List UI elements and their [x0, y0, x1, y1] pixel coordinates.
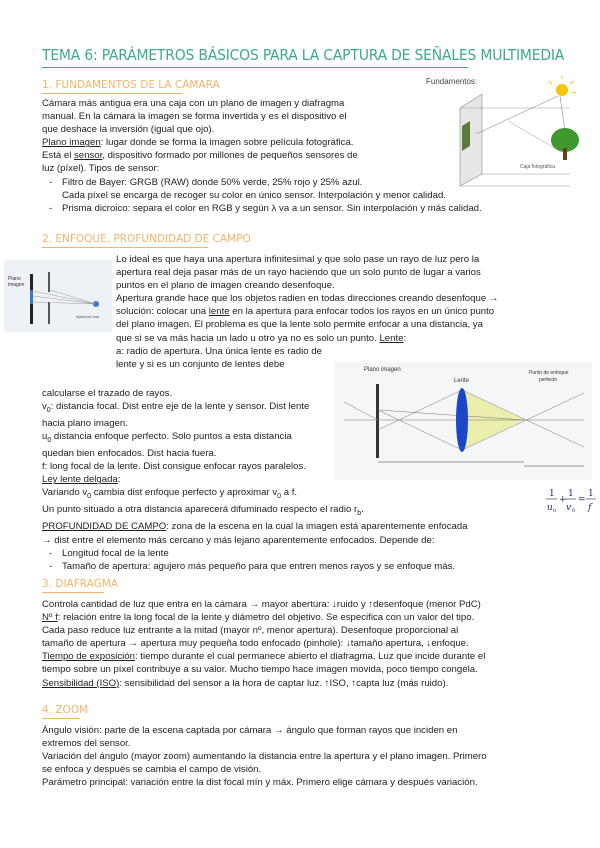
fig1-label-plano: Plano — [8, 276, 21, 282]
fig2-label-punto: Punto de enfoque — [529, 370, 569, 376]
s1-line — [42, 149, 482, 162]
s3-line — [42, 611, 485, 624]
s1-bullet-bayer-cont: Cada píxel se encarga de recoger su color en único sensor. Interpolación y menor calidad. — [62, 189, 446, 201]
s1-line: luz (píxel). Tipos de sensor: — [42, 163, 160, 175]
formula-plus: + — [559, 495, 567, 505]
var-v: v — [42, 401, 47, 413]
s2-bullet-apertura: - Tamaño de apertura: agujero más pequeño para que entren menos rayos y se enfoque más. — [42, 560, 468, 573]
s3-line: tamaño de apertura → apertura muy pequeña todo enfocado (pinhole): ↓tamaño apertura, ↓enfoque. — [42, 638, 469, 650]
formula-v: v — [566, 503, 572, 513]
s3-line-rest: : sensibilidad del sensor a la hora de captar luz. ↑ISO, ↑capta luz (más ruido). — [119, 677, 449, 689]
s1-line: que deshace la inversión (igual que ojo). — [42, 124, 215, 136]
s2-line-start: que si se va más hacia un lado u otro ya no es solo un punto. — [116, 332, 380, 344]
s3-line-rest: : tiempo durante el cual permanece abierto el diafragma. Luz que incide durante el — [134, 651, 486, 663]
s4-line: extremos del sensor. — [42, 738, 131, 750]
formula-num2: 1 — [568, 489, 574, 499]
sub-0: 0 — [87, 493, 92, 501]
s1-line: Cámara más antigua era una caja con un plano de imagen y diafragma — [42, 98, 345, 109]
formula-u: u — [547, 503, 553, 513]
sensor-term: sensor — [74, 150, 103, 162]
s2-line: a: radio de apertura. Una única lente es radio de — [116, 345, 322, 357]
s2-line: lente y si es un conjunto de lentes debe — [116, 358, 285, 370]
s4-line: Ángulo visión: parte de la escena captada por cámara → ángulo que forman rayos que inciden en — [42, 725, 458, 736]
section-2-heading: 2. ENFOQUE. PROFUNDIDAD DE CAMPO — [42, 233, 251, 245]
s2-line: Lo ideal es que haya una apertura infinitesimal y que solo pase un rayo de luz pero la — [116, 254, 480, 265]
tiempo-exposicion-term: Tiempo de exposición — [42, 651, 135, 663]
s2-text-upper — [116, 253, 498, 371]
s2-line: hacia plano imagen. — [42, 418, 128, 430]
s2-line-rest: : distancia focal. Dist entre eje de la lente y sensor. Dist lente — [50, 401, 310, 413]
aperture-figure — [4, 260, 112, 332]
title-underline — [42, 67, 468, 68]
fig1-caption: Apertura real — [76, 314, 100, 319]
s2-line — [42, 520, 468, 533]
s2-line — [116, 305, 498, 318]
s3-line: Cada paso reduce luz entrante a la mitad (mayor nº, menor apertura). Desenfoque proporcional al — [42, 625, 459, 637]
s2-line: quedan bien enfocados. Dist hacia fuera. — [42, 448, 217, 460]
s2-line-rest: distancia enfoque perfecto. Solo puntos a esta distancia — [51, 431, 292, 443]
nf-term: Nº f — [42, 612, 58, 624]
s4-text — [42, 724, 487, 789]
s4-line: se enfoca y después se cambia el campo de visión. — [42, 764, 262, 776]
lente-term: lente — [208, 306, 230, 318]
s2-line — [42, 486, 468, 503]
sub-0: 0 — [46, 407, 51, 414]
s2-line: f: long focal de la lente. Dist consigue enfocar rayos paralelos. — [42, 461, 306, 473]
fig-label-fundamentos: Fundamentos: — [426, 77, 478, 86]
s2-line: calcularse el trazado de rayos. — [42, 388, 173, 399]
s2-line — [42, 503, 468, 520]
plano-imagen-term: Plano imagen — [42, 137, 101, 149]
formula-f: f — [588, 503, 592, 513]
sub-0: 0 — [277, 493, 282, 501]
fig2-label-perfecto: perfecto — [539, 377, 558, 383]
colon: : — [117, 474, 121, 486]
lens-icon — [456, 388, 468, 452]
s2-line-rest: en la apertura para enfocar todos los rayos en un único punto — [229, 306, 495, 318]
ley-lente-term: Ley lente delgada — [42, 474, 118, 486]
lente-term-2: Lente — [379, 332, 404, 344]
s1-line-rest: : lugar donde se forma la imagen sobre película fotográfica. — [100, 137, 354, 149]
s2-line: Apertura grande hace que los objetos radien en todas direcciones creando desenfoque → — [116, 293, 499, 305]
fig-caption-caja: Caja fotográfica — [520, 164, 556, 170]
s1-bullet-prisma: - Prisma dicroico: separa el color en RGB y según λ va a un sensor. Sin interpolación y más calidad. — [42, 202, 482, 215]
s1-bullet-bayer: - Filtro de Bayer: GRGB (RAW) donde 50% verde, 25% rojo y 25% azul. — [42, 176, 482, 189]
page-title: TEMA 6: PARÁMETROS BÁSICOS PARA LA CAPTURA DE SEÑALES MULTIMEDIA — [42, 46, 565, 64]
formula-u-sub: 0 — [553, 508, 557, 514]
fig2-label-lente: Lente — [454, 378, 470, 384]
s1-text — [42, 97, 482, 215]
s3-line: tiempo sobre un píxel contribuye a su valor. Mucho tiempo hace imagen movida, poco tiempo congela. — [42, 664, 478, 676]
s4-line: Variación del ángulo (mayor zoom) aumentando la distancia entre la apertura y el plano imagen. Primero — [42, 751, 487, 763]
s1-line: manual. En la cámara la imagen se forma invertida y es el dispositivo el — [42, 111, 347, 123]
formula-num1: 1 — [549, 489, 555, 499]
s2-line: del plano imagen. El problema es que la lente solo permite enfocar a una distancia, ya — [116, 319, 483, 331]
section-1-heading-underline — [42, 93, 182, 94]
fig1-label-imagen: imagen — [8, 282, 25, 288]
s2-line-mid: cambia dist enfoque perfecto y aproximar v — [91, 487, 278, 499]
var-u: u — [42, 431, 48, 443]
pdc-term: PROFUNDIDAD DE CAMPO — [42, 521, 167, 533]
fig2-label-plano: Plano imagen — [364, 367, 401, 373]
s3-line: Controla cantidad de luz que entra en la cámara → mayor abertura: ↓ruido y ↑desenfoque (menor PdC) — [42, 599, 481, 610]
s1-line-start: Está el — [42, 150, 74, 162]
s2-line: apertura real deja pasar más de un rayo haciendo que un solo punto de lugar a varios — [116, 267, 481, 279]
s3-text — [42, 598, 485, 690]
s2-line-rest: : zona de la escena en la cual la imagen está aparentemente enfocada — [166, 521, 468, 533]
s2-line-rest: a f. — [281, 487, 298, 499]
sun-icon — [556, 84, 568, 96]
section-3-heading-underline — [42, 592, 104, 593]
section-1-heading: 1. FUNDAMENTOS DE LA CÁMARA — [42, 79, 220, 91]
s2-line-start: Variando v — [42, 487, 88, 499]
section-4-heading: 4. ZOOM — [42, 704, 89, 716]
s2-line: → dist entre el elemento más cercano y más lejano aparentemente enfocados. Depende de: — [42, 534, 435, 546]
s2-line-rest: . — [361, 504, 364, 516]
s4-line: Parámetro principal: variación entre la dist focal mín y máx. Primero elige cámara y después variación. — [42, 777, 478, 789]
s2-line-start: solución: colocar una — [116, 306, 209, 318]
section-2-heading-underline — [42, 247, 208, 248]
s2-line-rest: : — [403, 332, 407, 344]
s2-bullet-focal: - Longitud focal de la lente — [42, 547, 468, 560]
sub-0: 0 — [47, 437, 52, 445]
formula-num3: 1 — [588, 489, 594, 499]
s2-line — [116, 332, 498, 345]
thin-lens-formula — [544, 486, 598, 516]
formula-eq: = — [578, 495, 586, 505]
s3-line — [42, 677, 485, 690]
formula-v-sub: 0 — [572, 508, 576, 514]
sub-b: b — [357, 510, 362, 518]
iso-term: Sensibilidad (ISO) — [42, 677, 120, 689]
s1-line — [42, 136, 482, 149]
thin-lens-figure — [334, 362, 592, 480]
section-3-heading: 3. DIAFRAGMA — [42, 578, 119, 590]
s3-line — [42, 650, 485, 663]
s1-line-rest: , dispositivo formado por millones de pequeños sensores de — [102, 150, 358, 162]
s2-line-start: Un punto situado a otra distancia aparecerá difuminado respecto el radio r — [42, 504, 358, 516]
s3-line-rest: : relación entre la long focal de la lente y diámetro del objetivo. Se especifica con un valor del tipo. — [57, 612, 475, 624]
s2-line: puntos en el plano de imagen creando desenfoque. — [116, 280, 335, 292]
camera-box-figure — [420, 76, 580, 188]
section-4-heading-underline — [42, 718, 80, 719]
